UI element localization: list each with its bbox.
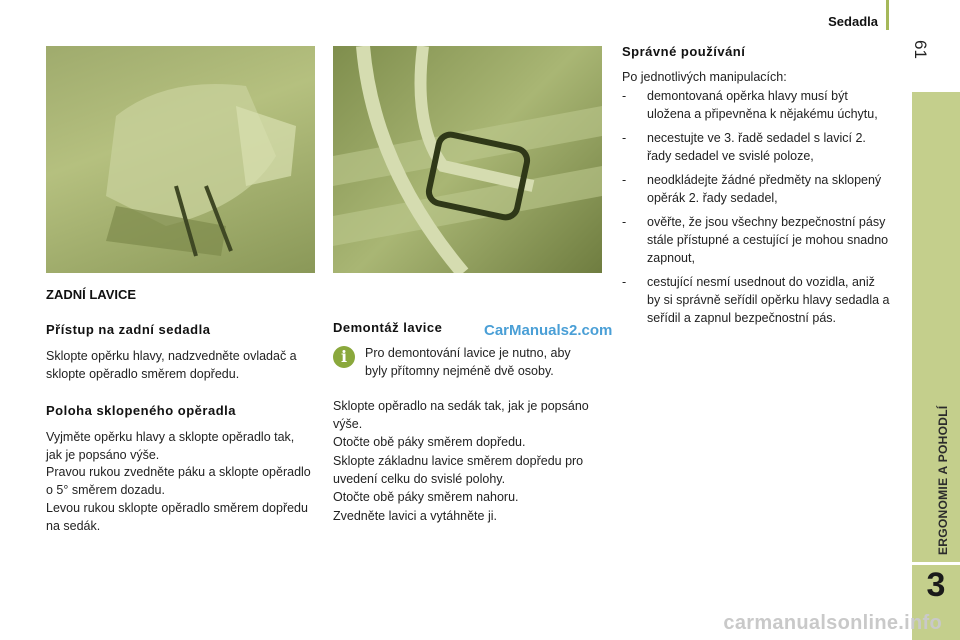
paragraph-folded-1: Vyjměte opěrku hlavy a sklopte opěradlo tak, jak je popsáno výše. <box>46 430 295 462</box>
list-item: - demontovaná opěrka hlavy musí být uložena a připevněna k nějakému úchytu, <box>622 87 890 123</box>
paragraph-removal-3: Sklopte základnu lavice směrem dopředu pro uvedení celku do svislé polohy. <box>333 454 584 486</box>
carmanuals-watermark: CarManuals2.com <box>484 322 613 339</box>
chapter-label: ERGONOMIE A POHODLÍ <box>936 405 950 555</box>
paragraph-removal-4: Otočte obě páky směrem nahoru. <box>333 490 519 504</box>
section-heading-rear-bench: ZADNÍ LAVICE <box>46 287 137 302</box>
list-item: - cestující nesmí usednout do vozidla, aniž by si správně seřídil opěrku hlavy sedadla a seřídil a zapnul bezpečnostní pás. <box>622 273 890 327</box>
list-item: - necestujte ve 3. řadě sedadel s lavicí 2. řady sedadel ve svislé poloze, <box>622 129 890 165</box>
subheading-bench-removal: Demontáž lavice <box>333 320 443 335</box>
chapter-sidebar <box>912 92 960 640</box>
bench-removal-photo <box>333 46 602 273</box>
page-section-title: Sedadla <box>828 14 878 29</box>
sidebar-divider <box>912 562 960 565</box>
bench-removal-illustration <box>333 46 602 273</box>
paragraph-access: Sklopte opěrku hlavy, nadzvedněte ovladač a sklopte opěradlo směrem dopředu. <box>46 349 297 381</box>
footer-watermark: carmanualsonline.info <box>723 612 942 634</box>
rear-bench-photo <box>46 46 315 273</box>
chapter-number: 3 <box>926 566 946 604</box>
paragraph-removal-5: Zvedněte lavici a vytáhněte ji. <box>333 509 497 523</box>
paragraph-removal-2: Otočte obě páky směrem dopředu. <box>333 435 526 449</box>
subheading-access: Přístup na zadní sedadla <box>46 322 211 337</box>
paragraph-folded-3: Levou rukou sklopte opěradlo směrem dopředu na sedák. <box>46 501 308 533</box>
info-note: Pro demontování lavice je nutno, aby byly přítomny nejméně dvě osoby. <box>365 346 571 378</box>
list-item: - ověřte, že jsou všechny bezpečnostní pásy stále přístupné a cestující je mohou snadno zapnout, <box>622 213 890 267</box>
info-icon: i <box>333 346 355 368</box>
correct-use-list <box>622 87 890 333</box>
subheading-correct-use: Správné používání <box>622 44 746 59</box>
paragraph-correct-use-intro: Po jednotlivých manipulacích: <box>622 70 787 84</box>
page-number: 61 <box>911 40 930 59</box>
paragraph-folded-2: Pravou rukou zvedněte páku a sklopte opěradlo o 5° směrem dozadu. <box>46 465 311 497</box>
subheading-folded-position: Poloha sklopeného opěradla <box>46 403 236 418</box>
rear-bench-illustration <box>46 46 315 273</box>
paragraph-removal-1: Sklopte opěradlo na sedák tak, jak je popsáno výše. <box>333 399 589 431</box>
header-accent-line <box>886 0 889 30</box>
list-item: - neodkládejte žádné předměty na sklopený opěrák 2. řady sedadel, <box>622 171 890 207</box>
